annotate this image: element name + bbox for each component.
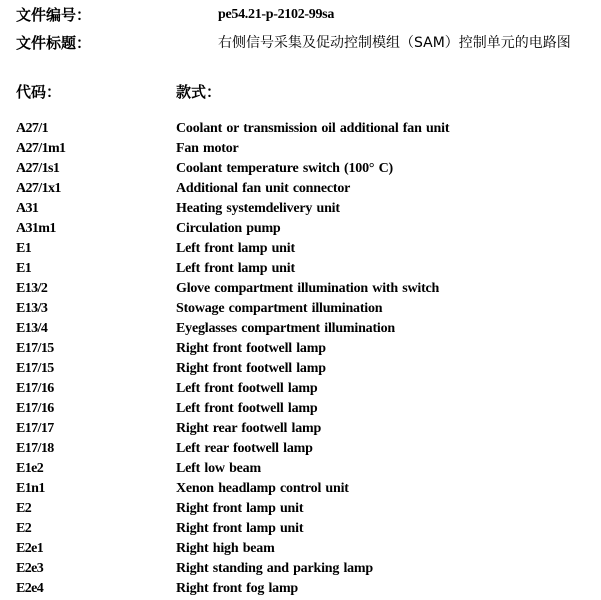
- component-description: Right high beam: [176, 541, 275, 556]
- component-code: E1e2: [16, 461, 44, 476]
- component-code: E13/2: [16, 281, 48, 296]
- component-description: Coolant or transmission oil additional fan unit: [176, 121, 450, 136]
- list-item: [0, 279, 601, 299]
- component-description: Circulation pump: [176, 221, 281, 236]
- component-code: A31: [16, 201, 39, 216]
- list-item: [0, 399, 601, 419]
- list-item: [0, 119, 601, 139]
- list-item: [0, 459, 601, 479]
- list-item: [0, 219, 601, 239]
- component-description: Right front fog lamp: [176, 581, 299, 596]
- component-description: Left low beam: [176, 461, 261, 476]
- code-column-header: 代码：: [16, 83, 62, 101]
- list-item: [0, 439, 601, 459]
- list-item: [0, 159, 601, 179]
- component-description: Right front footwell lamp: [176, 341, 326, 356]
- component-code: A27/1m1: [16, 141, 66, 156]
- list-item: [0, 179, 601, 199]
- list-item: [0, 139, 601, 159]
- component-description: Left front footwell lamp: [176, 401, 318, 416]
- component-code: E1n1: [16, 481, 45, 496]
- component-code: E17/18: [16, 441, 54, 456]
- file-number-value: pe54.21-p-2102-99sa: [218, 7, 335, 22]
- component-code: E2: [16, 501, 32, 516]
- list-item: [0, 479, 601, 499]
- component-description: Heating systemdelivery unit: [176, 201, 340, 216]
- component-description: Right front footwell lamp: [176, 361, 326, 376]
- component-code: E2: [16, 521, 32, 536]
- list-item: [0, 539, 601, 559]
- component-code: E17/15: [16, 341, 54, 356]
- file-number-label: 文件编号：: [16, 6, 92, 24]
- list-item: [0, 559, 601, 579]
- list-item: [0, 339, 601, 359]
- component-description: Right front lamp unit: [176, 521, 304, 536]
- component-description: Left front lamp unit: [176, 261, 295, 276]
- component-description: Right standing and parking lamp: [176, 561, 373, 576]
- component-description: Stowage compartment illumination: [176, 301, 383, 316]
- component-code: E2e1: [16, 541, 44, 556]
- list-item: [0, 259, 601, 279]
- component-code: E17/16: [16, 381, 54, 396]
- component-description: Additional fan unit connector: [176, 181, 351, 196]
- component-description: Left front footwell lamp: [176, 381, 318, 396]
- component-code: A27/1x1: [16, 181, 61, 196]
- component-description: Right rear footwell lamp: [176, 421, 322, 436]
- component-description: Glove compartment illumination with switch: [176, 281, 440, 296]
- list-item: [0, 299, 601, 319]
- component-description: Left rear footwell lamp: [176, 441, 313, 456]
- component-code: E1: [16, 241, 32, 256]
- component-code: E13/3: [16, 301, 48, 316]
- component-code: E2e4: [16, 581, 44, 596]
- file-title-container: [218, 33, 601, 53]
- component-code: E1: [16, 261, 32, 276]
- component-code: E13/4: [16, 321, 48, 336]
- component-description: Coolant temperature switch (100° C): [176, 161, 393, 176]
- component-code: A27/1s1: [16, 161, 60, 176]
- list-item: [0, 499, 601, 519]
- list-item: [0, 579, 601, 599]
- component-description: Fan motor: [176, 141, 239, 156]
- component-description: Eyeglasses compartment illumination: [176, 321, 395, 336]
- list-item: [0, 379, 601, 399]
- list-item: [0, 239, 601, 259]
- component-list: [0, 119, 601, 599]
- component-code: E17/15: [16, 361, 54, 376]
- component-code: A27/1: [16, 121, 49, 136]
- component-code: E17/16: [16, 401, 54, 416]
- list-item: [0, 519, 601, 539]
- component-description: Left front lamp unit: [176, 241, 295, 256]
- style-column-header: 款式：: [176, 83, 222, 101]
- list-item: [0, 359, 601, 379]
- component-code: E2e3: [16, 561, 44, 576]
- list-item: [0, 419, 601, 439]
- list-item: [0, 199, 601, 219]
- component-description: Xenon headlamp control unit: [176, 481, 349, 496]
- component-code: A31m1: [16, 221, 56, 236]
- file-title-label: 文件标题：: [16, 34, 92, 52]
- file-title-value: 右侧信号采集及促动控制模组（SAM）控制单元的电路图: [218, 35, 571, 51]
- component-code: E17/17: [16, 421, 54, 436]
- list-item: [0, 319, 601, 339]
- component-description: Right front lamp unit: [176, 501, 304, 516]
